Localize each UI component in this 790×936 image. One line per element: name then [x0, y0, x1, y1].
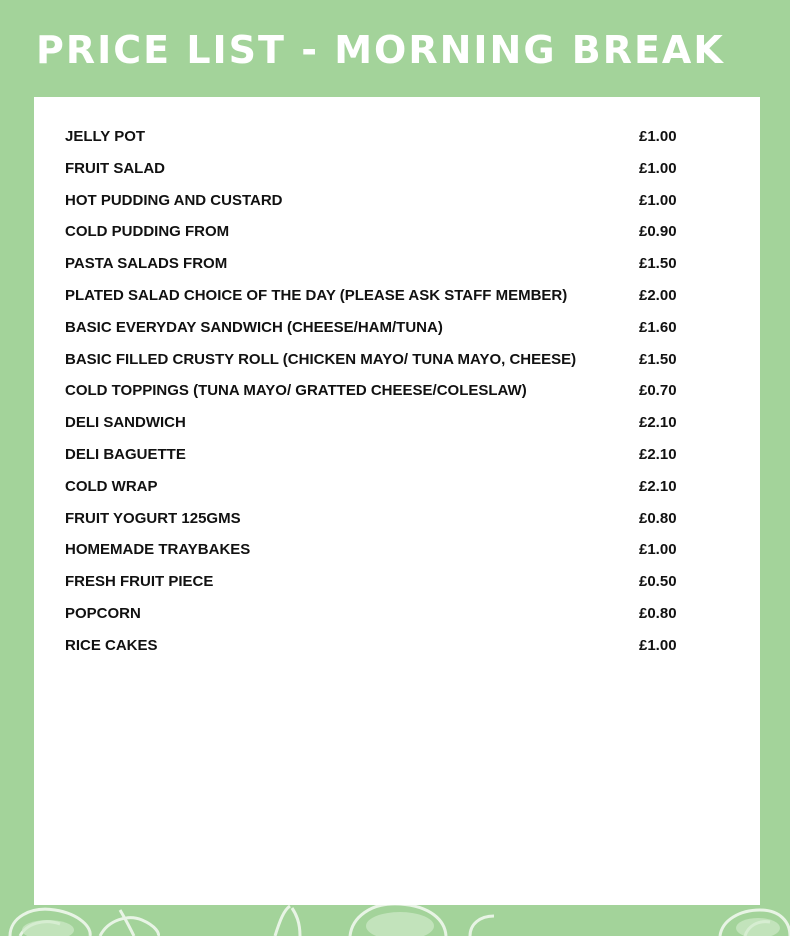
- list-item: [65, 346, 725, 378]
- list-item: [65, 473, 725, 505]
- item-name: PASTA SALADS FROM: [65, 255, 228, 273]
- list-item: [65, 314, 725, 346]
- list-item: [65, 377, 725, 409]
- item-name: DELI BAGUETTE: [65, 445, 186, 463]
- item-name: FRESH FRUIT PIECE: [65, 573, 214, 591]
- list-item: [65, 187, 725, 219]
- list-item: [65, 282, 725, 314]
- item-price: £1.00: [639, 541, 677, 559]
- item-price: £2.10: [639, 477, 677, 495]
- list-item: [65, 441, 725, 473]
- list-item: [65, 250, 725, 282]
- item-name: FRUIT SALAD: [65, 159, 165, 177]
- item-price: £1.00: [639, 636, 677, 654]
- list-item: [65, 409, 725, 441]
- list-item: [65, 536, 725, 568]
- list-item: [65, 505, 725, 537]
- item-price: £0.50: [639, 573, 677, 591]
- item-name: FRUIT YOGURT 125GMS: [65, 509, 241, 527]
- list-item: [65, 123, 725, 155]
- item-price: £0.90: [639, 223, 677, 241]
- list-item: [65, 600, 725, 632]
- page-title: PRICE LIST - MORNING BREAK: [36, 28, 725, 72]
- item-name: POPCORN: [65, 604, 141, 622]
- item-name: BASIC EVERYDAY SANDWICH (CHEESE/HAM/TUNA): [65, 318, 443, 336]
- item-price: £1.00: [639, 159, 677, 177]
- item-name: BASIC FILLED CRUSTY ROLL (CHICKEN MAYO/ TUNA MAYO, CHEESE): [65, 350, 577, 368]
- item-name: COLD TOPPINGS (TUNA MAYO/ GRATTED CHEESE/COLESLAW): [65, 382, 527, 400]
- item-name: HOT PUDDING AND CUSTARD: [65, 191, 283, 209]
- list-item: [65, 568, 725, 600]
- item-price: £2.10: [639, 414, 677, 432]
- item-name: COLD PUDDING FROM: [65, 223, 230, 241]
- item-name: PLATED SALAD CHOICE OF THE DAY (PLEASE ASK STAFF MEMBER): [65, 286, 568, 304]
- item-price: £0.80: [639, 604, 677, 622]
- item-name: DELI SANDWICH: [65, 414, 186, 432]
- list-item: [65, 632, 725, 664]
- item-name: JELLY POT: [65, 128, 146, 145]
- item-price: £1.60: [639, 318, 677, 336]
- item-price: £2.00: [639, 286, 677, 304]
- price-list-panel: [34, 97, 760, 905]
- item-name: RICE CAKES: [65, 636, 158, 654]
- item-price: £1.50: [639, 255, 677, 273]
- item-name: HOMEMADE TRAYBAKES: [65, 541, 251, 559]
- item-price: £0.80: [639, 509, 677, 527]
- list-item: [65, 218, 725, 250]
- item-price: £1.00: [639, 128, 677, 145]
- item-name: COLD WRAP: [65, 477, 158, 495]
- item-price: £0.70: [639, 382, 677, 400]
- list-item: [65, 155, 725, 187]
- item-price: £2.10: [639, 445, 677, 463]
- item-price: £1.50: [639, 350, 677, 368]
- item-price: £1.00: [639, 191, 677, 209]
- price-list: [65, 123, 725, 664]
